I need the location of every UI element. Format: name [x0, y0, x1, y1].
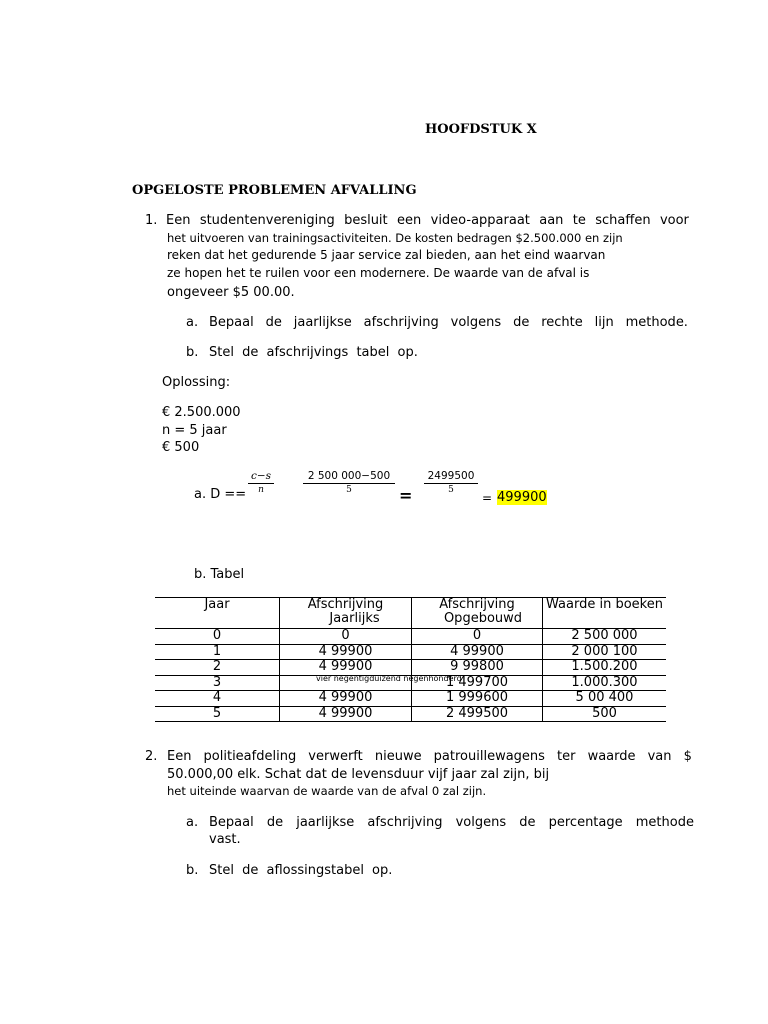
problem-2-line-3: het uiteinde waarvan de waarde van de afval 0 zal zijn.: [167, 784, 487, 798]
formula-fraction-3-denominator: 5: [448, 485, 454, 495]
problem-2-item-b: Stel de aflossingstabel op.: [209, 863, 393, 878]
given-years: n = 5 jaar: [162, 423, 227, 438]
word: methode.: [625, 315, 688, 330]
table-cell: 2 499500: [412, 706, 543, 722]
table-row: [155, 660, 666, 676]
problem-2-line-2: 50.000,00 elk. Schat dat de levensduur vijf jaar zal zijn, bij: [167, 767, 550, 782]
word: patrouillewagens: [433, 749, 545, 764]
word: Bepaal: [209, 815, 254, 830]
word: de: [519, 815, 536, 830]
problem-2-item-b-label: b.: [186, 863, 199, 878]
solution-label: Oplossing:: [162, 375, 231, 390]
problem-2-line-1: [167, 749, 692, 764]
word: jaarlijkse: [293, 315, 352, 330]
table-cell: 4 99900: [412, 644, 543, 660]
word: rechte: [541, 315, 583, 330]
problem-1-item-a-label: a.: [186, 315, 199, 330]
table-cell: 4 99900: [280, 660, 412, 676]
word: te: [572, 213, 586, 228]
word: aan: [539, 213, 564, 228]
word: verwerft: [308, 749, 363, 764]
depreciation-table: [155, 597, 666, 722]
word: besluit: [344, 213, 388, 228]
table-row: [155, 629, 666, 645]
word: volgens: [455, 815, 507, 830]
table-cell: 1 499700: [412, 675, 543, 691]
word: ter: [557, 749, 576, 764]
problem-2-number: 2.: [145, 749, 158, 764]
table-row: [155, 644, 666, 660]
result-highlight: 499900: [497, 490, 547, 505]
table-row: [155, 691, 666, 707]
word: voor: [659, 213, 689, 228]
table-cell: 3: [155, 675, 280, 691]
problem-1-line-4: ze hopen het te ruilen voor een modernere. De waarde van de afval is: [167, 266, 590, 280]
word: Een: [167, 749, 192, 764]
table-cell: 5 00 400: [543, 691, 667, 707]
table-cell: 2 500 000: [543, 629, 667, 645]
word: percentage: [548, 815, 623, 830]
word: de: [513, 315, 530, 330]
word: de: [266, 815, 284, 830]
table-cell: 1 999600: [412, 691, 543, 707]
section-title: OPGELOSTE PROBLEMEN AFVALLING: [132, 183, 417, 198]
problem-1-line-5: ongeveer $5 00.00.: [167, 285, 295, 300]
word: volgens: [450, 315, 502, 330]
table-header-row: [155, 598, 666, 629]
table-cell: 2: [155, 660, 280, 676]
formula-fraction-1: [248, 470, 274, 497]
tabel-label: b. Tabel: [194, 567, 245, 582]
table-cell: 4 99900: [280, 644, 412, 660]
word: $: [683, 749, 692, 764]
problem-1-line-1: [166, 213, 689, 228]
table-cell: 2 000 100: [543, 644, 667, 660]
table-cell: 1.500.200: [543, 660, 667, 676]
header-jaar: Jaar: [155, 598, 280, 629]
word: nieuwe: [374, 749, 422, 764]
formula-fraction-2: [303, 470, 395, 497]
problem-1-item-b: Stel de afschrijvings tabel op.: [209, 345, 418, 360]
problem-1-line-1-text: [166, 213, 689, 228]
word: methode: [635, 815, 694, 830]
table-cell: 4: [155, 691, 280, 707]
word: Een: [166, 213, 191, 228]
formula-fraction-1-denominator: n: [258, 485, 264, 495]
table-cell: 9 99800: [412, 660, 543, 676]
word: Bepaal: [209, 315, 254, 330]
given-cost: € 2.500.000: [162, 405, 241, 420]
table-cell: 1: [155, 644, 280, 660]
table-cell: 0: [155, 629, 280, 645]
row-3-note: vier negentigduizend negenhonderd: [316, 674, 462, 683]
problem-2-item-a-label: a.: [186, 815, 199, 830]
word: video-apparaat: [430, 213, 530, 228]
formula-fraction-2-numerator: 2 500 000−500: [303, 470, 395, 484]
table-cell: 4 99900: [280, 706, 412, 722]
equals-sign-large: =: [399, 486, 413, 505]
table-cell: 500: [543, 706, 667, 722]
problem-2-item-a-line-2: vast.: [209, 832, 241, 847]
word: afschrijving: [367, 815, 443, 830]
word: afschrijving: [363, 315, 439, 330]
formula-fraction-2-denominator: 5: [346, 485, 352, 495]
word: studentenvereniging: [199, 213, 335, 228]
table-cell: 1.000.300: [543, 675, 667, 691]
problem-1-number: 1.: [145, 213, 158, 228]
formula-label: a. D ==: [194, 487, 247, 502]
table-cell: 5: [155, 706, 280, 722]
word: lijn: [594, 315, 614, 330]
word: jaarlijkse: [296, 815, 355, 830]
problem-2-item-a: [209, 815, 694, 830]
table-cell: 0: [280, 629, 412, 645]
problem-1-item-b-label: b.: [186, 345, 199, 360]
table-row: [155, 706, 666, 722]
equals-sign-small: =: [482, 491, 493, 505]
problem-1-item-a: [209, 315, 688, 330]
word: politieafdeling: [203, 749, 297, 764]
problem-1-line-3: reken dat het gedurende 5 jaar service zal bieden, aan het eind waarvan: [167, 248, 606, 262]
given-salvage: € 500: [162, 440, 200, 455]
formula-fraction-1-numerator: c−s: [248, 470, 274, 484]
word: van: [647, 749, 672, 764]
word: een: [397, 213, 422, 228]
table-cell: 4 99900: [280, 691, 412, 707]
formula-fraction-3: [424, 470, 478, 497]
header-opgebouwd: Afschrijving Opgebouwd: [412, 598, 543, 629]
chapter-heading: HOOFDSTUK X: [425, 122, 537, 137]
header-jaarlijks: Afschrijving Jaarlijks: [280, 598, 412, 629]
problem-1-line-2: het uitvoeren van trainingsactiviteiten. De kosten bedragen $2.500.000 en zijn: [167, 231, 623, 245]
word: de: [265, 315, 282, 330]
table-cell: 0: [412, 629, 543, 645]
word: waarde: [587, 749, 636, 764]
formula-fraction-3-numerator: 2499500: [424, 470, 478, 484]
header-waarde: Waarde in boeken: [543, 598, 667, 629]
word: schaffen: [595, 213, 651, 228]
